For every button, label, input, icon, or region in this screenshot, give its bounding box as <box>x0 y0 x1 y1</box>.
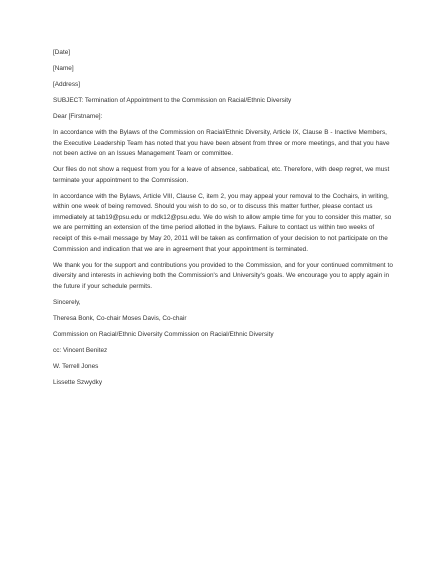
organization-line: Commission on Racial/Ethnic Diversity Commission on Racial/Ethnic Diversity <box>53 330 274 338</box>
paragraph-inactive-members: In accordance with the Bylaws of the Commission on Racial/Ethnic Diversity, Article IX, Clause B - Inactive Members, the Executive Leadership Team has noted that you have been absent from three or more meetings, and that you have not been active on an Issues Management Team or committee. <box>53 128 390 158</box>
salutation: Dear [Firstname]: <box>53 112 103 120</box>
paragraph-termination: Our files do not show a request from you for a leave of absence, sabbatical, etc. Therefore, with deep regret, we must terminate your appointment to the Commission. <box>53 166 390 184</box>
paragraph-appeal: In accordance with the Bylaws, Article VIII, Clause C, item 2, you may appeal your removal to the Cochairs, in writing, within one week of being removed. Should you wish to do so, or to discuss this matter further, please contact us immediately at tab19@psu.edu or mdk12@psu.edu. We do wish to allow ample time for you to consider this matter, so we are permitting an extension of the time period allotted in the bylaws. Failure to contact us within two weeks of receipt of this e-mail message by May 20, 2011 will be taken as confirmation of your decision to not participate on the Commission and indication that we are in agreement that your appointment is terminated. <box>53 192 392 253</box>
paragraph-thanks: We thank you for the support and contributions you provided to the Commission, and for your continued commitment to diversity and interests in achieving both the Commission's and University's goals. We encourage you to apply again in the future if your schedule permits. <box>53 261 393 290</box>
cc-recipient-3: Lissette Szwydky <box>53 378 103 386</box>
date-placeholder: [Date] <box>53 49 71 56</box>
cc-line: cc: Vincent Benitez <box>53 346 108 354</box>
name-placeholder: [Name] <box>53 64 74 72</box>
subject-line: SUBJECT: Termination of Appointment to the Commission on Racial/Ethnic Diversity <box>53 96 292 104</box>
cc-recipient-2: W. Terrell Jones <box>53 362 99 370</box>
closing: Sincerely, <box>53 298 81 306</box>
address-placeholder: [Address] <box>53 80 80 88</box>
signers: Theresa Bonk, Co-chair Moses Davis, Co-chair <box>53 314 187 322</box>
letter-body <box>53 48 393 394</box>
